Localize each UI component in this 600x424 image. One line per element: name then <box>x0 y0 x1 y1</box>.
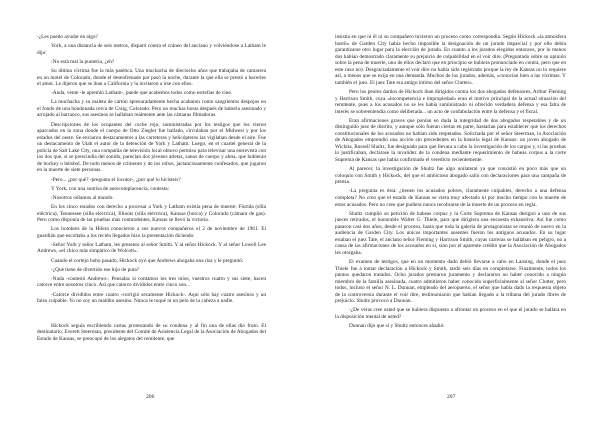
paragraph: En los cinco estados con derecho a procesar a York y Latham existía pena de muerte: Florida (silla eléctrica), Tennessee (silla eléctrica), Illinois (silla eléctrica), Kansas (horca) y Colorado (cámara de gas). Pero como disponía de las pruebas más contundentes, Kansas se llevó la victoria. <box>37 203 266 224</box>
right-page-text <box>335 34 566 332</box>
paragraph: Los hombres de la Hilera conocieron a sus nuevos compañeros el 2 de noviembre de 1961. El guardián que escoltaba a los recién llegados hizo la presentación diciendo: <box>37 226 266 239</box>
paragraph: -¿Les puedo ayudar en algo? <box>37 34 98 40</box>
paragraph: Y York, con una sonrisa de autocomplacencia, contesta: <box>51 185 170 192</box>
paragraph: -No está mal la puntería, ¿eh? <box>51 58 115 65</box>
paragraph: -Nosotros odiamos al mundo. <box>51 194 114 201</box>
paragraph: -¿De veras cree usted que se hubiera dispuesto a afrontar un proceso en el que el jurado se hallara en la disposición mental de usted? <box>335 307 566 321</box>
paragraph: Eran afirmaciones graves que ponían en duda la integridad de dos abogados respetables y de un distinguido juez de distrito, y aunque sólo fueran ciertas en parte, bastarían para establecer que los derechos constitucionales de los acusados no habían sido respetados. Solicitada por el señor Steerman, la Asociación de Abogados emprendió una acción sin precedentes en la historia legal de Kansas: un joven abogado de Wichita, Russell Shultz, fue designado para que llevara a cabo la investigación de los cargos y, si las pruebas lo justificaban, declarase la invalidez de la condena mediante requerimiento de habeas corpus a la corte Suprema de Kansas que había confirmado el veredicto recientemente. <box>335 117 566 164</box>
paragraph: Hickock seguía escribiendo cartas protestando de su condena y al fin una de ellas dio fruto. El destinatario, Everett Steerman, presidente del Comité de Asistencia Legal de la Asociación de Abogados del Estado de Kansas, se preocupó de los alegatos del remitente, que <box>37 322 266 342</box>
paragraph: -La pregunta es ésta: ¿tienen los acusados pobres, claramente culpables, derecho a una defensa completa? No creo que el estado de Kansas se viera muy afectado ni por mucho tiempo con la muerte de estos acusados. Pero no creo que pudiera nunca recobrarse de la muerte de un proceso en regla. <box>335 188 566 208</box>
paragraph: -Anda, vente -le apremió Latham-, puede que acabemos todos como estrellas de cine. <box>51 90 233 97</box>
paragraph: Cuando el cortejo hubo pasado, Hickock oyó que Andrews ahogaba una risa y le preguntó: <box>51 257 244 264</box>
paragraph: Pero los peores dardos de Hickock iban dirigidos contra los dos abogados defensores, Arthur Fleming y Harrison Smith, cuya «incompetencia e impropiedad» eran el motivo principal de la actual situación del remitente, pues a los acusados no se les había suministrado ni ofrecido verdadera defensa y esa falta de interés se sobreentendía como deliberada... un acto de confabulación entre la defensa y el fiscal. <box>335 88 566 115</box>
paragraph: Su última víctima fue la más patética. Una muchacha de dieciocho años que trabajaba de camarera en un motel de Colorado, donde el desenfrenado par pasó la noche, durante la que ella se prestó a hacerles el amor. Le dijeron que se iban a California y la invitaron a irse con ellos. <box>37 67 266 88</box>
paragraph: El examen de testigos, que en un momento dado debió llevarse a cabo en Lansing, donde el juez Thiele fue a tomar declaración a Hickock y Smith, tardó seis días en completarse. Finalmente, todos los puntos quedaron tratados. Ocho jurados prestaron juramento y declararon no haber conocido a ningún miembro de la familia asesinada, cuatro admitieron haber conocido superficialmente al señor Clutter, pero todos, incluso el señor N. L. Dunnan, empleado del aeropuerto, el señor que había dado la respuesta objeto de la controversia durante el voir dire, testimoniaron que habían llegado a la tribuna del jurado libres de prejuicio. Shultz provocó a Dunnan. <box>335 259 566 305</box>
paragraph: -Señor York y señor Latham, les presento al señor Smith. Y al señor Hickock. Y al señor Lowell Lee Andrews, «el chico más simpático de Wolcott». <box>37 241 266 255</box>
page-number-right: 207 <box>447 394 456 400</box>
page-number-left: 206 <box>146 394 155 400</box>
paragraph: -Pero... ¿por qué? -pregunta el locutor-, ¿por qué lo hicisteis? <box>51 176 181 183</box>
left-page-text <box>37 34 266 345</box>
paragraph: La muchacha y su maleta de cartón apresuradamente hecha acabaron como sangrientos despojos en el fondo de una hondonada cerca de Craig, Colorado. Pero no muchas horas después de haberla asesinado y arrojado al barranco, sus asesinos se hallaban realmente ante las cámaras filmadoras. <box>37 99 266 119</box>
paragraph: -Catorce divididos entre cuatro -corrigió secamente Hickock-. Aquí sólo hay cuatro asesinos y un falso culpable. Yo no soy un maldito asesino. Nunca le toqué ni un pelo de la cabeza a nadie. <box>37 291 266 305</box>
paragraph: insistía en que ni él ni su compañero tuvieron un proceso como correspondía. Según Hickock «la atmósfera hostil» de Garden City había hecho imposible la designación de un jurado imparcial y por ello debía garantizarse otro lugar para la elección de jurado. En cuanto a los jurados elegidos entonces, por lo menos dos habían demostrado claramente su prejuicio de culpabilidad en el voir dire. (Preguntado sobre su opinión sobre la pena de muerte, uno de ellos declaró que en principio se hubiera pronunciado en contra, pero que en este caso no). Desgraciadamente el voir dire no había sido registrado porque la ley de Kansas no lo requiere así, a menos que se exija en una demanda. Muchos de los jurados, además, «conocían bien a las víctimas. Y también el juez. El juez Tate era amigo íntimo del señor Clutter». <box>335 34 566 86</box>
paragraph: Shultz cumplió su petición de habeas corpus y la Corte Suprema de Kansas designó a uno de sus jueces retirados, el honorable Walter G. Thiele, para que dirigiera una encuesta exhaustiva. Así fue como pasaron casi dos años, desde el proceso, hasta que toda la galería de protagonistas se reunió de nuevo en la audiencia de Garden City. Los únicos importantes ausentes fueron los antiguos acusados. En su lugar estaban el juez Tate, el anciano señor Fleming y Harrison Smith, cuyas carreras se hallaban en peligro, no a causa de las afirmaciones de los acusados en sí, sino por el aparente crédito que la Asociación de Abogados les otorgaba. <box>335 210 566 256</box>
paragraph: Al parecer, la investigación de Shultz fue algo unilateral ya que consistió en poco más que un coloquio con Smith y Hickock, del que el ambicioso abogado salió con declaraciones para una campaña de prensa. <box>335 166 566 186</box>
paragraph: Descripciones de los ocupantes del coche rojo, suministradas por los testigos que los vieron aparcados en la zona donde el cuerpo de Otto Ziegler fue hallado, circulaban por el Midwest y por los estados del oeste. Se enviaron destacamentos a las carreteras y helicópteros las vigilaban desde el aire. Fue un destacamento de Utah el autor de la detención de York y Latham. Luego, en el cuartel general de la policía de Salt Lake City, una compañía de televisión local obtuvo permiso para televisar una entrevista con los dos que, si se prescindía del sonido, parecían dos jóvenes atletas, sanos de cuerpo y alma, que hubieran de hockey o béisbol. De todo menos de crímenes y de los robos, jactanciosamente confesados, que jugaron en la muerte de siete personas. <box>37 121 266 174</box>
paragraph: Dunnan dijo que sí y Shultz entonces añadió: <box>349 323 445 330</box>
paragraph: -¿Qué tiene de divertido ese hijo de puta? <box>51 266 140 273</box>
paragraph: -Nada -contestó Andrews-. Pensaba: si contamos los tres míos, vuestros cuatro y sus siete, hacen catorce entre nosotros cinco. Así que catorce divididos entre cinco son... <box>37 275 266 289</box>
paragraph: York, a una distancia de seis metros, disparó contra el cráneo del anciano y volviéndose a Latham le dijo: <box>37 43 266 56</box>
